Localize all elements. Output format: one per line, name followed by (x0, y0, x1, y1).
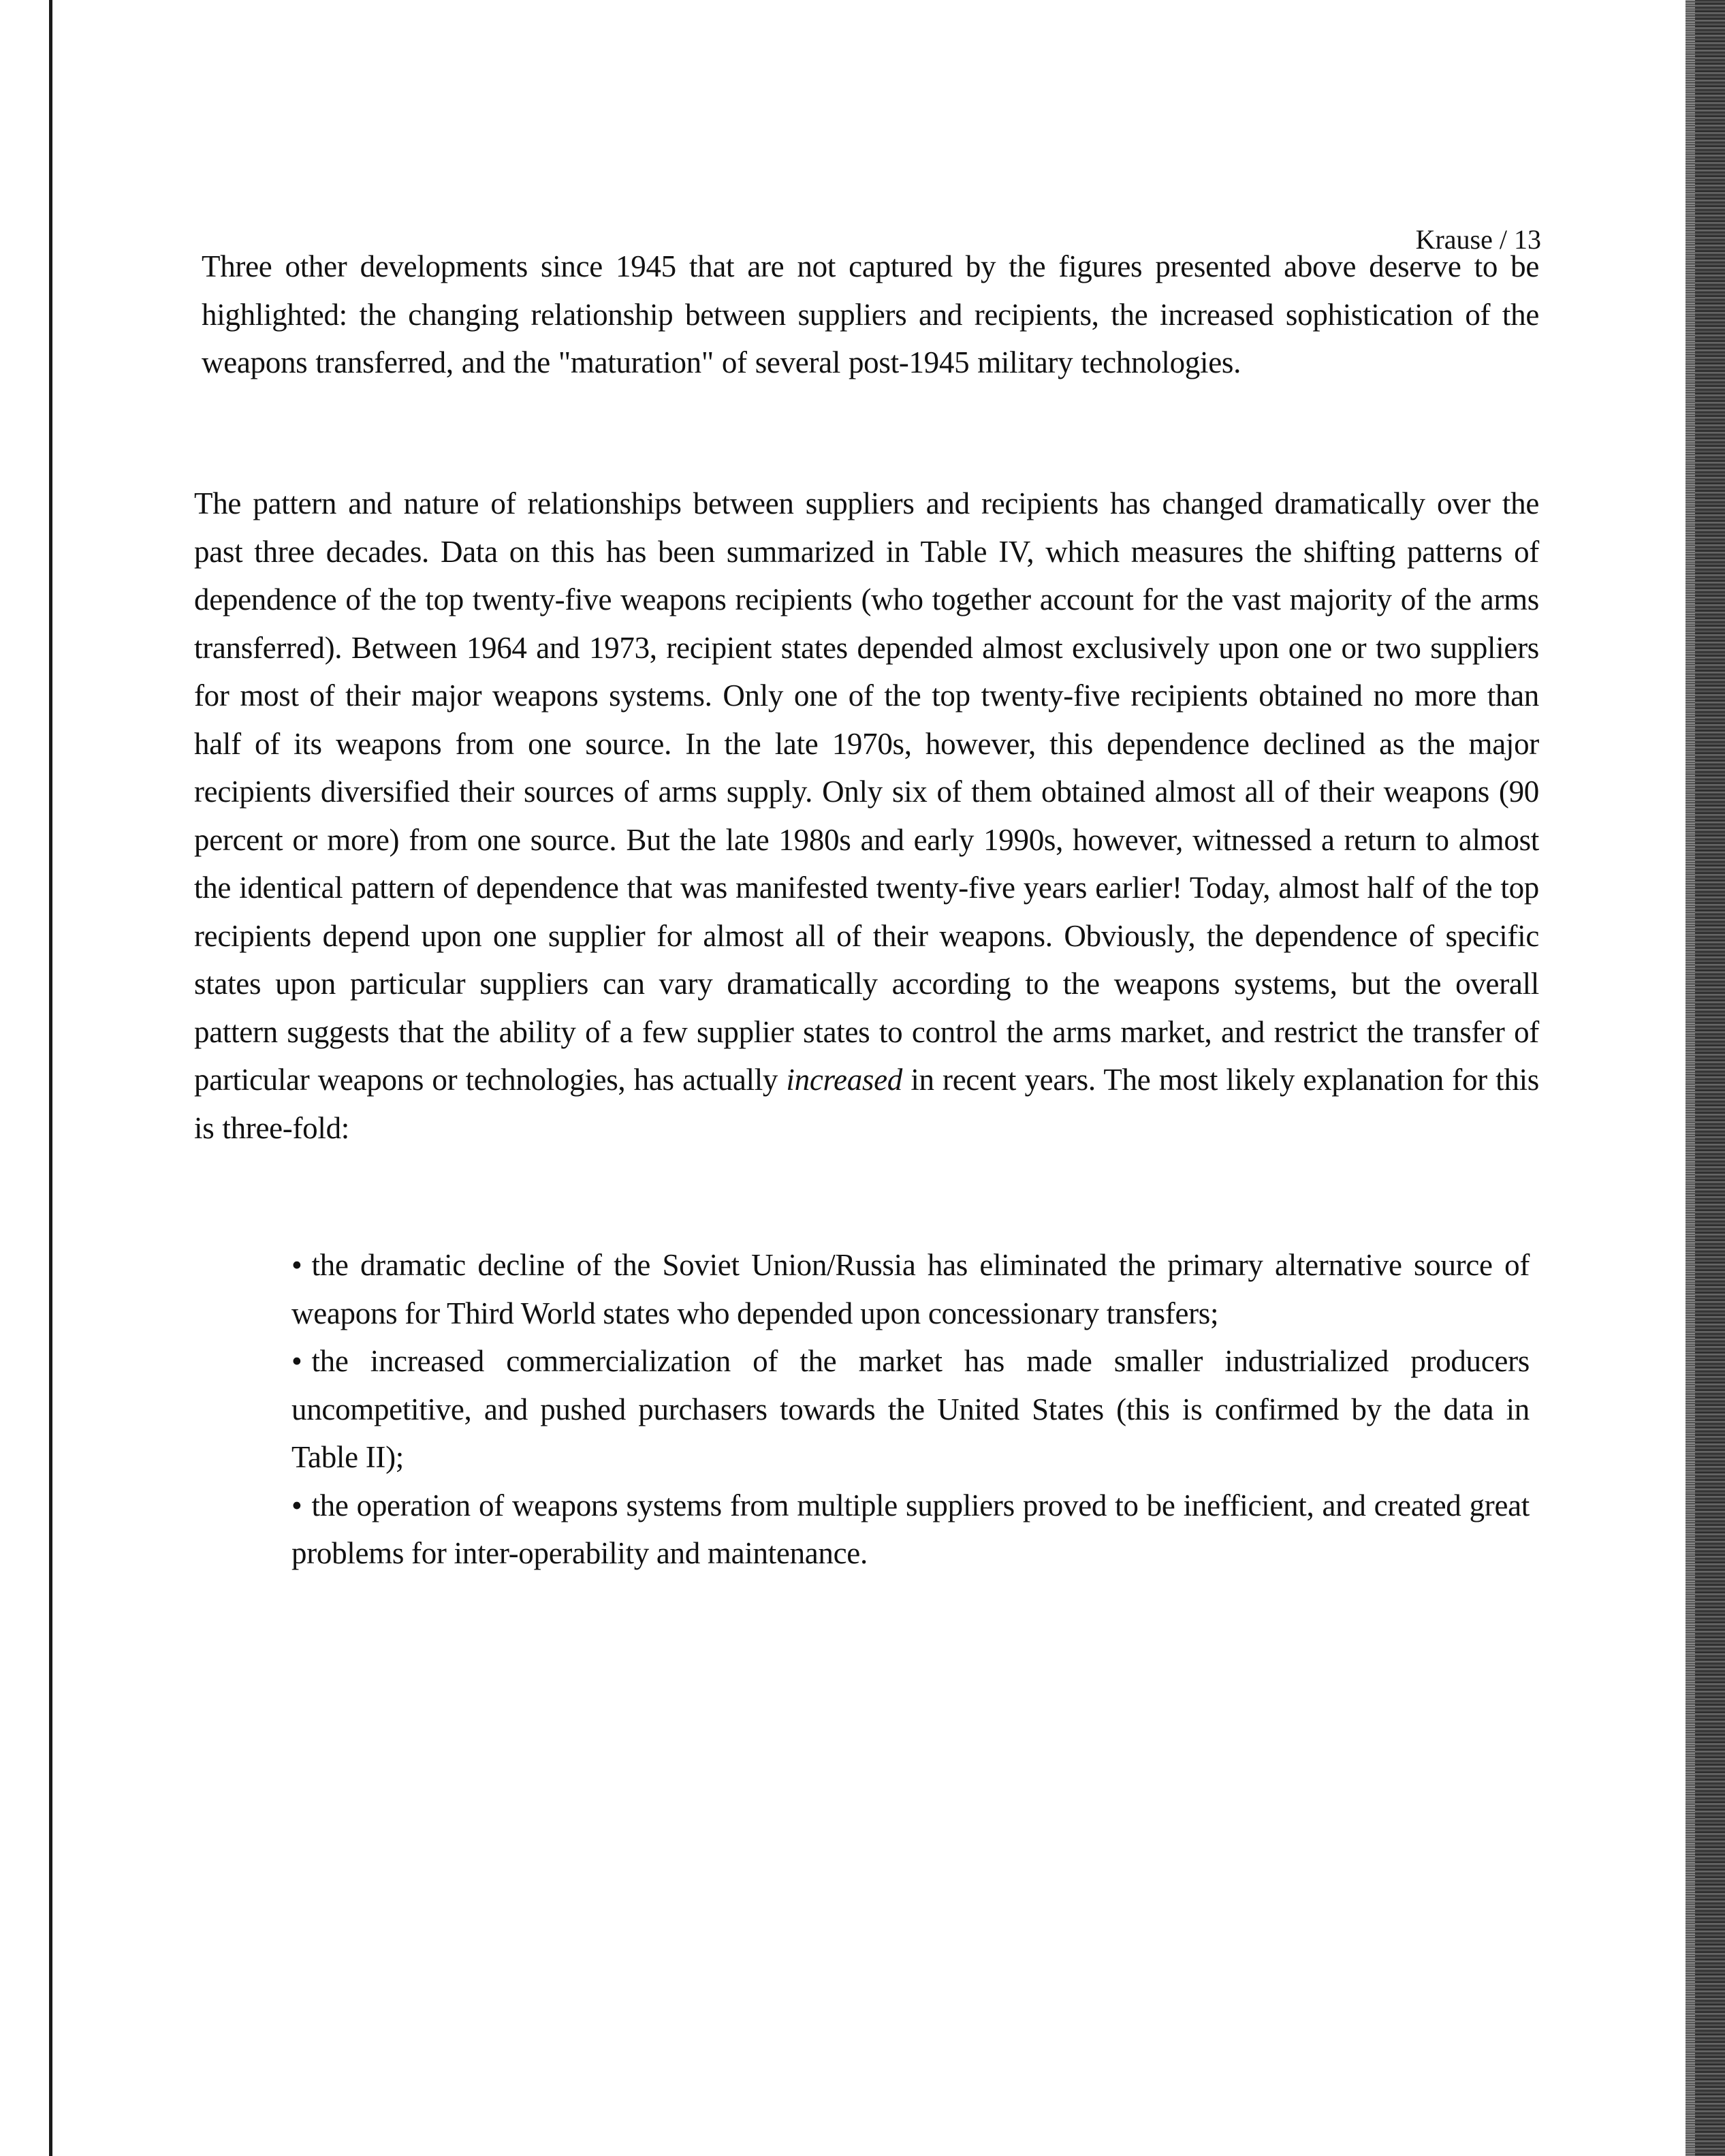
scanned-page-edge (1686, 0, 1725, 2156)
running-header: Krause / 13 (1415, 224, 1541, 255)
paragraph-dependence-text-a: The pattern and nature of relationships between suppliers and recipients has changed dramatically over the past three decades. Data on this has been summarized in Table IV, which measures the shifting patterns of dependence of the top twenty-five weapons recipients (who together account for the vast majority of the arms transferred). Between 1964 and 1973, recipient states depended almost exclusively upon one or two suppliers for most of their major weapons systems. Only one of the top twenty-five recipients obtained no more than half of its weapons from one source. In the late 1970s, however, this dependence declined as the major recipients diversified their sources of arms supply. Only six of them obtained almost all of their weapons (90 percent or more) from one source. But the late 1980s and early 1990s, however, witnessed a return to almost the identical pattern of dependence that was manifested twenty-five years earlier! Today, almost half of the top recipients depend upon one supplier for almost all of their weapons. Obviously, the dependence of specific states upon particular suppliers can vary dramatically according to the weapons systems, but the overall pattern suggests that the ability of a few supplier states to control the arms market, and restrict the transfer of particular weapons or technologies, has actually (194, 486, 1539, 1097)
paragraph-dependence (194, 480, 1539, 1152)
bullet-text: the increased commercialization of the market has made smaller industrialized producers uncompetitive, and pushed purchasers towards the United States (this is confirmed by the data in Table II); (291, 1344, 1530, 1474)
bullet-item-multiple-suppliers (291, 1482, 1530, 1578)
bullet-marker: • (291, 1344, 302, 1378)
left-margin-rule (49, 0, 52, 2156)
bullet-marker: • (291, 1248, 302, 1282)
paragraph-developments: Three other developments since 1945 that are not captured by the figures presented above deserve to be highlighted: the changing relationship between suppliers and recipients, the increased sophistication of the weapons transferred, and the "maturation" of several post-1945 military technologies. (202, 249, 1539, 379)
paragraph-dependence-text-b: in recent years. The most likely explanation for this is three-fold: (194, 1063, 1539, 1145)
emphasis-increased: increased (786, 1063, 902, 1097)
bullet-text: the operation of weapons systems from multiple suppliers proved to be inefficient, and created great problems for inter-operability and maintenance. (291, 1488, 1530, 1570)
explanation-bullet-list (291, 1241, 1530, 1578)
bullet-item-commercialization (291, 1337, 1530, 1482)
bullet-item-soviet-decline (291, 1241, 1530, 1337)
bullet-text: the dramatic decline of the Soviet Union/Russia has eliminated the primary alternative source of weapons for Third World states who depended upon concessionary transfers; (291, 1248, 1530, 1330)
bullet-marker: • (291, 1488, 302, 1522)
